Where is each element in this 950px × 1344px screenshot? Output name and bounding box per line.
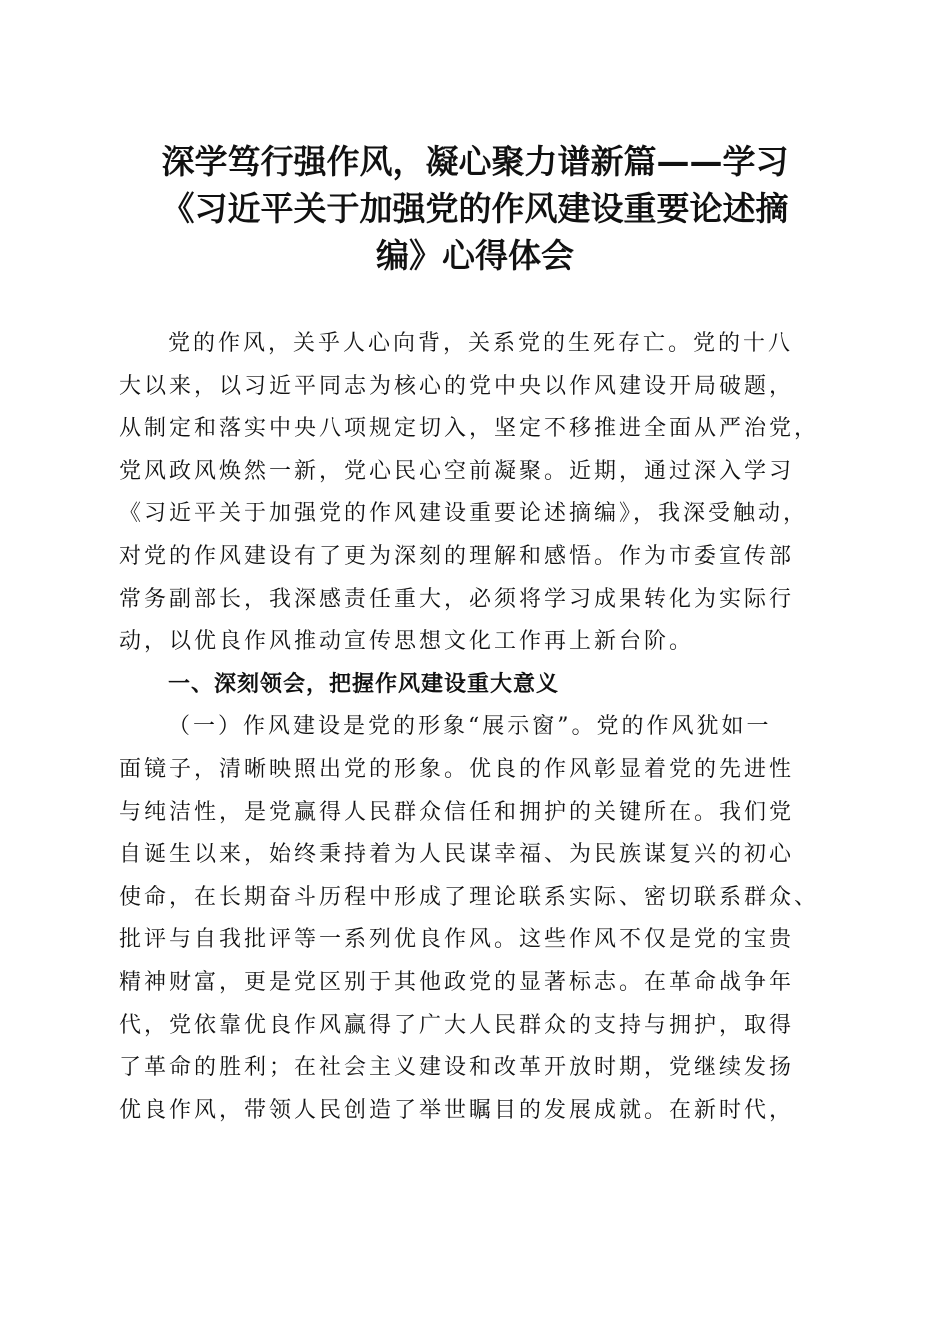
paragraph-line: 大以来，以习近平同志为核心的党中央以作风建设开局破题， xyxy=(119,373,795,399)
title-line: 深学笃行强作风，凝心聚力谱新篇——学习 xyxy=(161,142,789,181)
section-heading: 一、深刻领会，把握作风建设重大意义 xyxy=(168,671,560,697)
paragraph-line: 精神财富，更是党区别于其他政党的显著标志。在革命战争年 xyxy=(119,969,795,995)
paragraph-line: 党的作风，关乎人心向背，关系党的生死存亡。党的十八 xyxy=(168,331,794,356)
paragraph-line: 了革命的胜利；在社会主义建设和改革开放时期，党继续发扬 xyxy=(119,1055,795,1081)
title-line: 编》心得体会 xyxy=(376,236,574,275)
paragraph-line: 党风政风焕然一新，党心民心空前凝聚。近期，通过深入学习 xyxy=(119,458,795,484)
paragraph-line: 《习近平关于加强党的作风建设重要论述摘编》，我深受触动， xyxy=(119,501,809,527)
paragraph-line: 与纯洁性，是党赢得人民群众信任和拥护的关键所在。我们党 xyxy=(119,799,795,825)
paragraph-line: 代，党依靠优良作风赢得了广大人民群众的支持与拥护，取得 xyxy=(119,1012,795,1038)
paragraph-line: （一）作风建设是党的形象“展示窗”。党的作风犹如一 xyxy=(168,714,772,740)
paragraph-line: 从制定和落实中央八项规定切入，坚定不移推进全面从严治党， xyxy=(119,416,820,442)
paragraph-line: 常务副部长，我深感责任重大，必须将学习成果转化为实际行 xyxy=(119,586,795,612)
paragraph-line: 面镜子，清晰映照出党的形象。优良的作风彰显着党的先进性 xyxy=(119,756,795,782)
document-title xyxy=(110,138,840,279)
document-body xyxy=(119,323,839,1132)
paragraph-line: 自诞生以来，始终秉持着为人民谋幸福、为民族谋复兴的初心 xyxy=(119,842,795,868)
paragraph-line: 使命，在长期奋斗历程中形成了理论联系实际、密切联系群众、 xyxy=(119,884,820,910)
paragraph-line: 动，以优良作风推动宣传思想文化工作再上新台阶。 xyxy=(119,629,695,655)
paragraph-line: 批评与自我批评等一系列优良作风。这些作风不仅是党的宝贵 xyxy=(119,927,795,953)
title-line: 《习近平关于加强党的作风建设重要论述摘 xyxy=(161,189,789,228)
paragraph-line: 对党的作风建设有了更为深刻的理解和感悟。作为市委宣传部 xyxy=(119,543,795,569)
paragraph-line: 优良作风，带领人民创造了举世瞩目的发展成就。在新时代， xyxy=(119,1097,795,1123)
